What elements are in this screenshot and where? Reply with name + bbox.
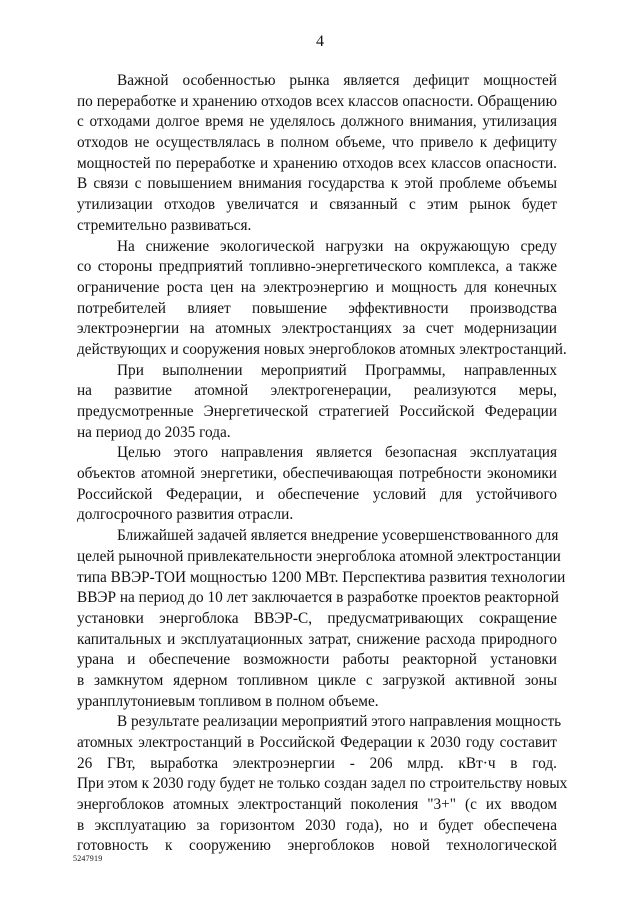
paragraph-line: на период до 2035 года. (77, 423, 231, 441)
paragraph-line: Важной особенностью рынка является дефицит мощностей (117, 72, 557, 89)
paragraph-line: Целью этого направления является безопасная эксплуатация (117, 444, 557, 462)
paragraph (77, 361, 557, 444)
paragraph (77, 443, 557, 526)
paragraph-line: При этом к 2030 году будет не только создан задел по строительству новых (77, 775, 568, 793)
paragraph-line: Российской Федерации, и обеспечение условий для устойчивого (77, 485, 557, 503)
paragraph-line: урана и обеспечение возможности работы реакторной установки (77, 651, 557, 669)
paragraph-line: капитальных и эксплуатационных затрат, снижение расхода природного (77, 630, 557, 648)
paragraph-line: со стороны предприятий топливно-энергетического комплекса, а также (77, 258, 557, 276)
paragraph-line: Ближайшей задачей является внедрение усовершенствованного для (117, 527, 559, 545)
paragraph-line: На снижение экологической нагрузки на окружающую среду (117, 237, 557, 255)
paragraph-line: типа ВВЭР-ТОИ мощностью 1200 МВт. Перспектива развития технологии (77, 568, 566, 586)
page-number: 4 (316, 33, 324, 50)
paragraph-line: мощностей по переработке и хранению отходов всех классов опасности. (77, 154, 557, 172)
paragraph-line: отходов не осуществлялась в полном объеме, что привело к дефициту (77, 134, 557, 152)
paragraph-line: в замкнутом ядерном топливном цикле с загрузкой активной зоны (77, 671, 557, 689)
document-id: 5247919 (73, 854, 103, 863)
paragraph-line: атомных электростанций в Российской Федерации к 2030 году составит (77, 734, 557, 751)
paragraph (77, 526, 566, 712)
paragraph-line: утилизации отходов увеличатся и связанный с этим рынок будет (77, 196, 557, 214)
paragraph (77, 237, 567, 361)
paragraph-line: долгосрочного развития отрасли. (77, 506, 294, 524)
paragraph-line: объектов атомной энергетики, обеспечивающая потребности экономики (77, 465, 557, 483)
paragraph-line: В связи с повышением внимания государства к этой проблеме объемы (77, 175, 557, 193)
paragraph-line: стремительно развиваться. (77, 216, 252, 234)
paragraph-line: 26 ГВт, выработка электроэнергии - 206 млрд. кВт·ч в год. (77, 754, 557, 772)
paragraph-line: готовность к сооружению энергоблоков новой технологической (77, 837, 557, 855)
paragraph-line: В результате реализации мероприятий этого направления мощность (117, 713, 562, 731)
paragraph-line: При выполнении мероприятий Программы, направленных (117, 361, 557, 379)
paragraph-line: с отходами долгое время не уделялось должного внимания, утилизация (77, 113, 557, 131)
paragraph-line: по переработке и хранению отходов всех классов опасности. Обращению (77, 92, 557, 110)
paragraph-line: ограничение роста цен на электроэнергию и мощность для конечных (77, 278, 557, 296)
paragraph-line: установки энергоблока ВВЭР-С, предусматривающих сокращение (77, 609, 557, 627)
paragraph-line: ВВЭР на период до 10 лет заключается в разработке проектов реакторной (77, 589, 559, 607)
paragraph-line: потребителей влияет повышение эффективности производства (77, 299, 557, 317)
paragraph (77, 71, 557, 237)
paragraph-line: электроэнергии на атомных электростанциях за счет модернизации (77, 320, 557, 338)
paragraph-line: на развитие атомной электрогенерации, реализуются меры, (77, 382, 557, 400)
paragraph-line: в эксплуатацию за горизонтом 2030 года), но и будет обеспечена (77, 816, 557, 834)
paragraph-line: действующих и сооружения новых энергоблоков атомных электростанций. (77, 340, 567, 358)
paragraph (77, 712, 568, 857)
document-body (77, 71, 568, 857)
paragraph-line: целей рыночной привлекательности энергоблока атомной электростанции (77, 547, 561, 565)
paragraph-line: предусмотренные Энергетической стратегией Российской Федерации (77, 403, 557, 420)
paragraph-line: энергоблоков атомных электростанций поколения "3+" (с их вводом (77, 796, 557, 814)
paragraph-line: уранплутониевым топливом в полном объеме. (77, 692, 379, 710)
